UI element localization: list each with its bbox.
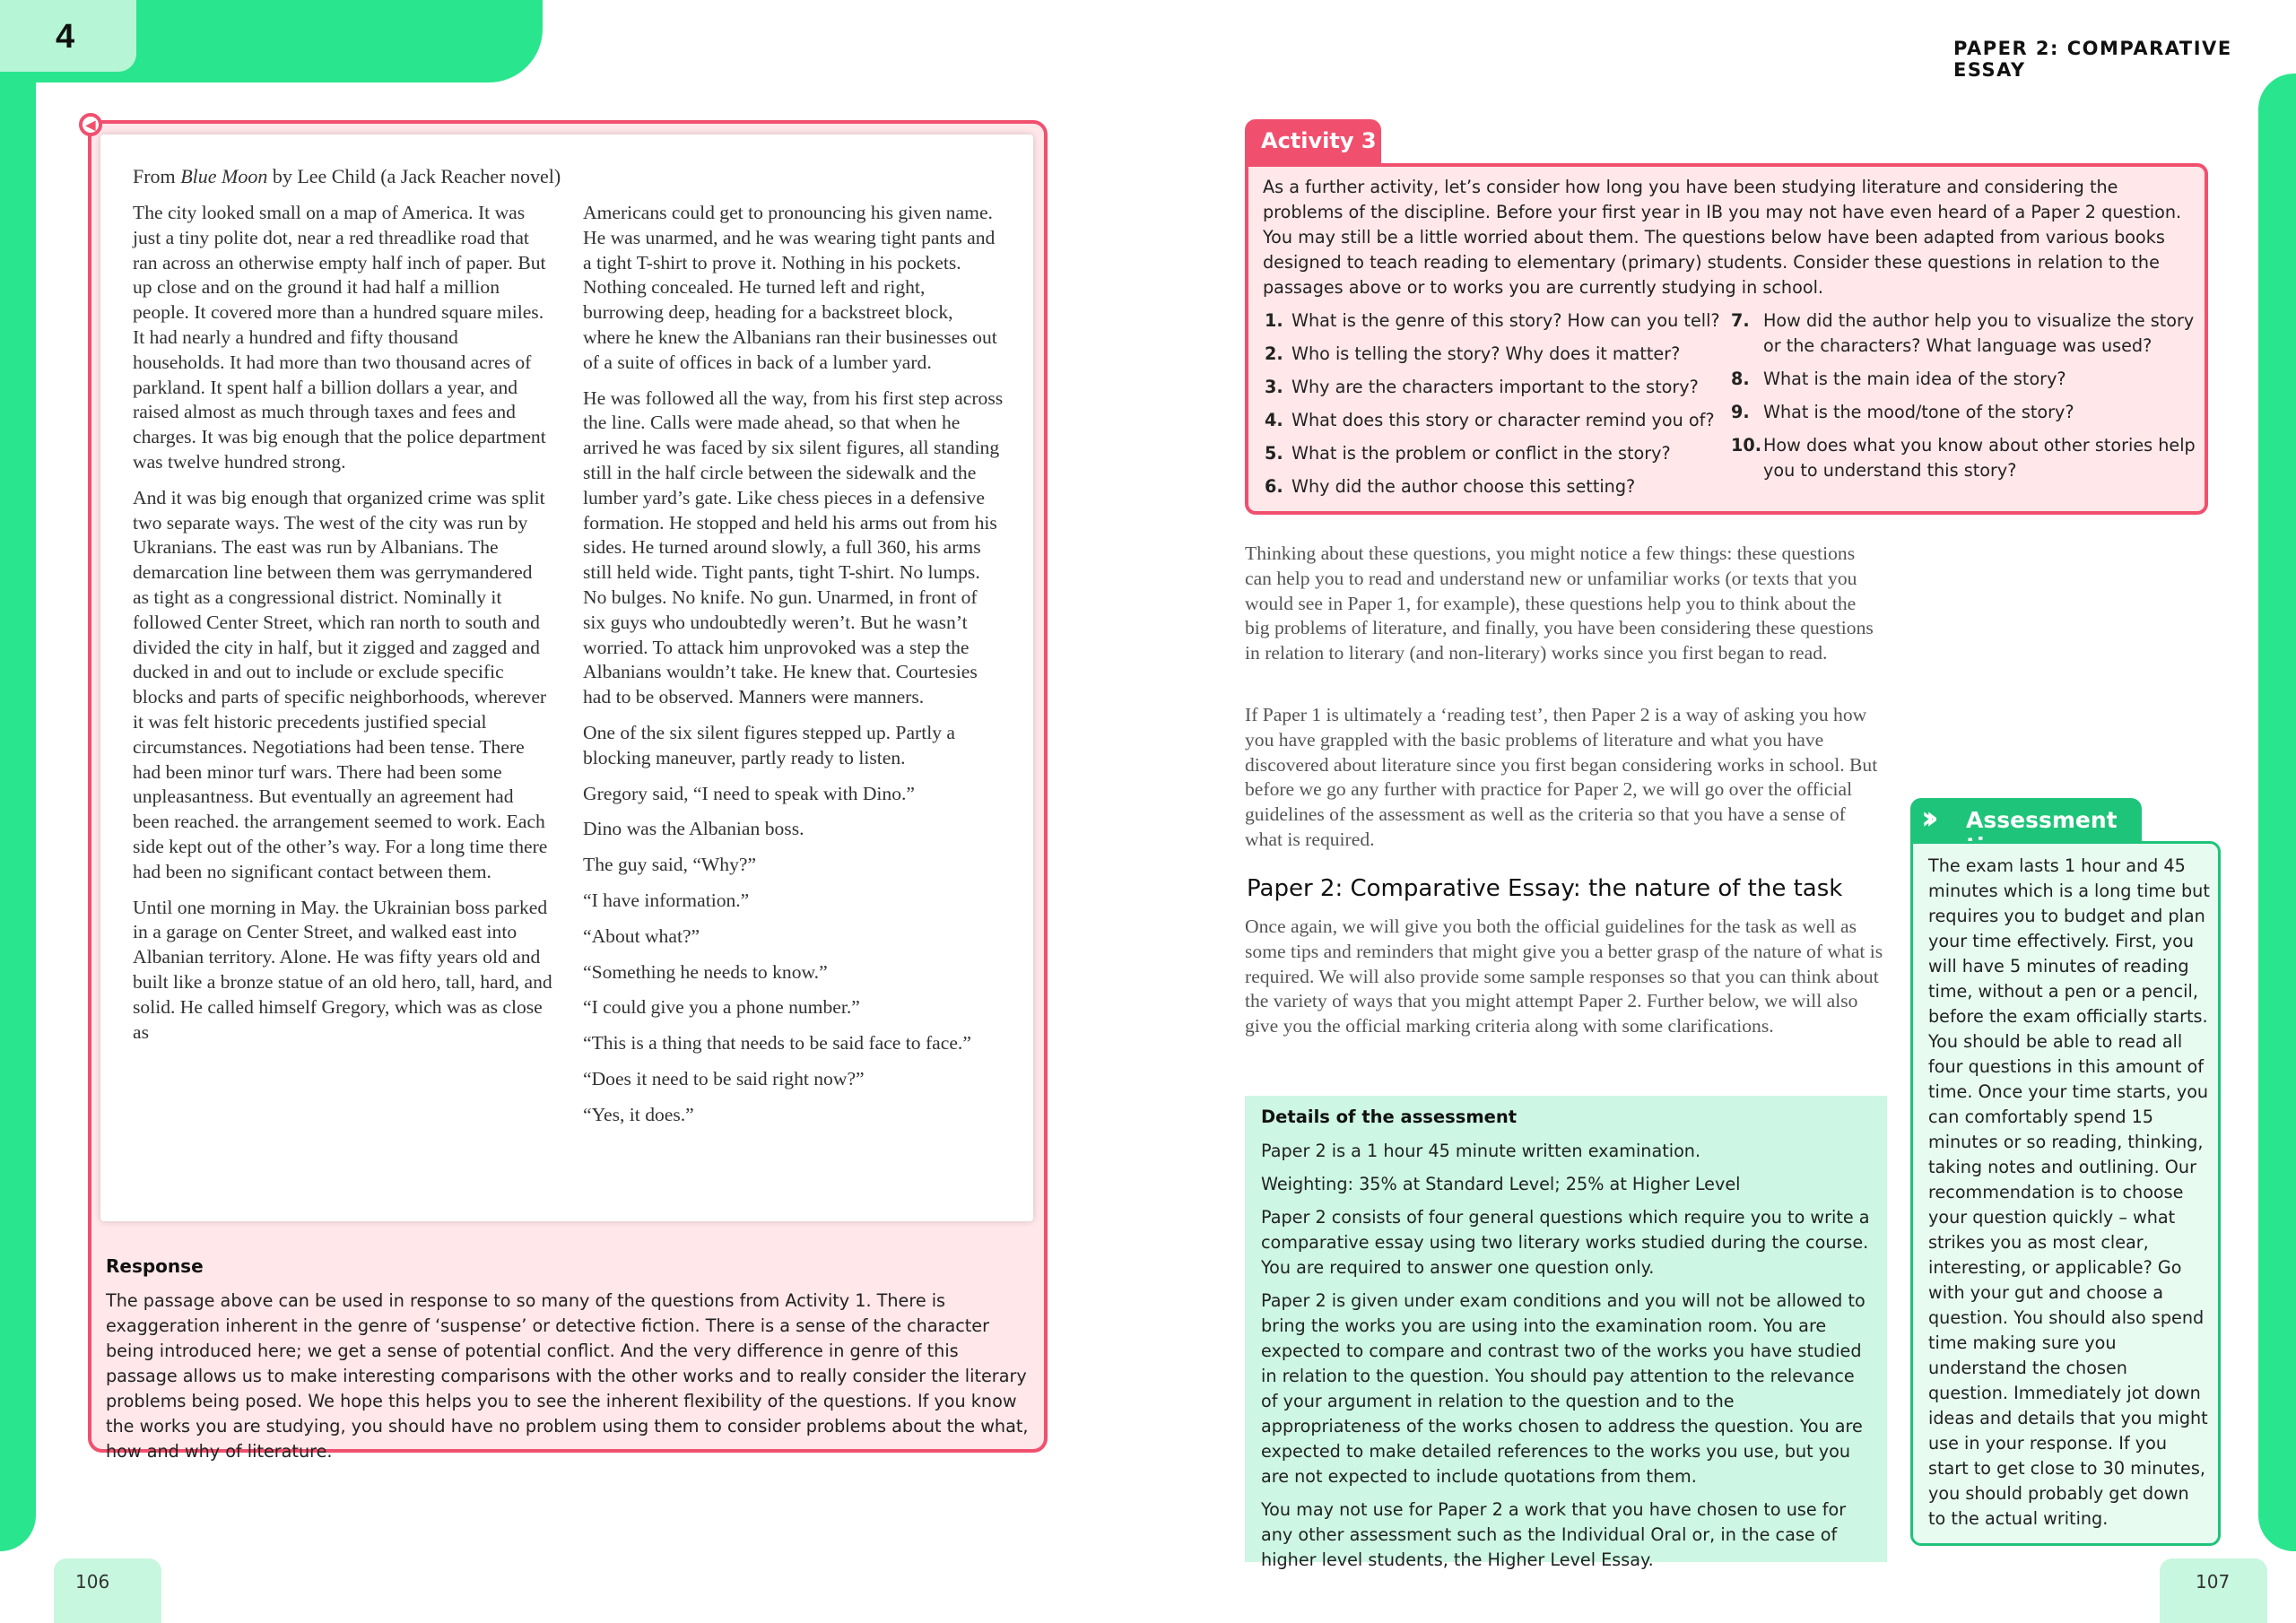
passage-paragraph: Americans could get to pronouncing his given name. He was unarmed, and he was wearing tight pants and a tight T-shirt to prove it. Nothing in his pockets. Nothing concealed. He turned left and right, burrowing deep, heading for a backstreet block, where he knew the Albanians ran their businesses out of a suite of offices in back of a lumber yard. (583, 202, 997, 373)
assessment-tip-tab (1910, 798, 2142, 843)
details-item: Weighting: 35% at Standard Level; 25% at Higher Level (1261, 1174, 1741, 1194)
passage-paragraph: “Does it need to be said right now?” (583, 1067, 865, 1089)
passage-paragraph: Dino was the Albanian boss. (583, 818, 804, 840)
assessment-tip-text: The exam lasts 1 hour and 45 minutes which is a long time but requires you to budget and plan your time effectively. First, you will have 5 minutes of reading time, without a pen or a pencil, before the exam officially starts. You should be able to read all four questions in this amount of time. Once your time starts, you can comfortably spend 15 minutes or so reading, thinking, taking notes and outlining. Our recommendation is to choose your question quickly – what strikes you as most clear, interesting, or applicable? Go with your gut and choose a question. You should also spend time making sure you understand the chosen question. Immediately jot down ideas and details that you might use in your response. If you start to get close to 30 minutes, you should probably get down to the actual writing. (1928, 855, 2210, 1529)
question-item (1265, 308, 1722, 334)
question-text: How does what you know about other stories help you to understand this story? (1763, 435, 2196, 481)
page-number-left (54, 1558, 161, 1623)
question-number: 10. (1731, 435, 1761, 456)
question-number: 6. (1265, 476, 1283, 497)
question-number: 4. (1265, 410, 1283, 430)
page-number-right (2160, 1558, 2267, 1623)
passage-paragraph: “Yes, it does.” (583, 1103, 694, 1125)
question-text: How did the author help you to visualize the story or the characters? What language was used? (1763, 310, 2195, 356)
passage-column-1 (133, 201, 552, 1055)
details-item: Paper 2 is given under exam conditions and you will not be allowed to bring the works you are using into the examination room. You are expected to compare and contrast two of the works you have studied in relation to the question. You should pay attention to the relevance of your argument in relation to the question and to the appropriateness of the works chosen to address the question. You are expected to make detailed references to the works you use, but you are not expected to include quotations from them. (1261, 1290, 1866, 1487)
passage-paragraph: The guy said, “Why?” (583, 854, 757, 876)
details-item: You may not use for Paper 2 a work that you have chosen to use for any other assessment such as the Individual Oral or, in the case of higher level students, the Higher Level Essay. (1261, 1499, 1847, 1570)
passage-paragraph: Until one morning in May. the Ukrainian boss parked in a garage on Center Street, and walked east into Albanian territory. Alone. He was fifty years old and built like a bronze statue of an old hero, tall, hard, and solid. He called himself Gregory, which was as close as (133, 896, 552, 1043)
question-item (1731, 367, 2197, 392)
page-number-text: 106 (75, 1571, 110, 1593)
question-number: 9. (1731, 402, 1750, 422)
question-text: Why did the author choose this setting? (1292, 476, 1636, 497)
source-title: Blue Moon (180, 165, 268, 187)
body-paragraph: Once again, we will give you both the official guidelines for the task as well as some tips and reminders that might give you a better grasp of the nature of what is required. We will also provide some sample responses so that you can think about the variety of ways that you might attempt Paper 2. Further below, we will also give you the official marking criteria along with some clarifications. (1245, 916, 1883, 1037)
question-list-right (1731, 308, 2197, 491)
passage-paragraph: Gregory said, “I need to speak with Dino.” (583, 782, 915, 804)
assessment-tip-label: Assessment (1966, 807, 2118, 833)
activity-label: Activity 3 (1261, 128, 1377, 153)
question-item (1265, 441, 1722, 466)
question-item (1731, 400, 2197, 425)
source-suffix: by Lee Child (a Jack Reacher novel) (267, 165, 561, 187)
chapter-number: 4 (56, 18, 75, 56)
arrow-left-icon: ◀ (79, 113, 102, 136)
details-heading: Details of the assessment (1261, 1107, 1518, 1127)
passage-paragraph: The city looked small on a map of America. It was just a tiny polite dot, near a red threadlike road that ran across an otherwise empty half inch of paper. But up close and on the ground it had half a million people. It covered more than a hundred square miles. It had nearly a hundred and fifty thousand households. It had more than two thousand acres of parkland. It spent half a billion dollars a year, and raised almost as much through taxes and fees and charges. It was big enough that the police department was twelve hundred strong. (133, 202, 546, 473)
question-item (1731, 308, 2197, 359)
passage-paragraph: “This is a thing that needs to be said face to face.” (583, 1032, 971, 1055)
question-item (1731, 433, 2197, 483)
source-prefix: From (133, 165, 181, 187)
passage-column-2 (583, 201, 1004, 1139)
passage-paragraph: “Something he needs to know.” (583, 960, 828, 983)
left-margin-band (0, 0, 36, 1551)
question-item (1265, 474, 1722, 499)
details-item: Paper 2 consists of four general questions which require you to write a comparative essay using two literary works studied during the course. You are required to answer one question only. (1261, 1207, 1870, 1278)
body-paragraph: If Paper 1 is ultimately a ‘reading test’, then Paper 2 is a way of asking you how you have grappled with the basic problems of literature and what you have discovered about literature since you first began considering works in school. But before we go any further with practice for Paper 2, we will go over the official guidelines of the assessment as well as the criteria so that you have a sense of what is required. (1245, 704, 1878, 850)
running-head: PAPER 2: COMPARATIVE ESSAY (1953, 38, 2232, 81)
details-body (1261, 1139, 1871, 1581)
passage-paragraph: “About what?” (583, 924, 700, 947)
question-item (1265, 342, 1722, 367)
question-list-left (1265, 308, 1722, 508)
question-item (1265, 408, 1722, 433)
question-text: What is the problem or conflict in the story? (1292, 443, 1671, 464)
question-item (1265, 375, 1722, 400)
passage-paragraph: One of the six silent figures stepped up. Partly a blocking maneuver, partly ready to listen. (583, 721, 955, 768)
activity-tab (1245, 119, 1381, 166)
activity-intro: As a further activity, let’s consider how long you have been studying literature and considering the problems of the discipline. Before your first year in IB you may not have even heard of a Paper 2 question. You may still be a little worried about them. The questions below have been adapted from various books designed to teach reading to elementary (primary) students. Consider these questions in relation to the passages above or to works you are currently studying in school. (1263, 177, 2182, 298)
question-number: 2. (1265, 343, 1283, 364)
question-number: 5. (1265, 443, 1283, 464)
body-paragraph: Thinking about these questions, you might notice a few things: these questions can help you to read and understand new or unfamiliar works (or texts that you would see in Paper 1, for example), these questions help you to think about the big problems of literature, and finally, you have been considering these questions in relation to literary (and non-literary) works since you first began to read. (1245, 542, 1874, 664)
response-text: The passage above can be used in response to so many of the questions from Activity 1. There is exaggeration inherent in the genre of ‘suspense’ or detective fiction. There is a sense of the character being introduced here; we get a sense of potential conflict. And the very difference in genre of this passage allows us to make interesting comparisons with the other works and to really consider the literary problems being posed. We hope this helps you to see the inherent flexibility of the questions. If you know the works you are studying, you should have no problem using them to consider problems about the what, how and why of literature. (106, 1290, 1029, 1462)
question-text: What is the mood/tone of the story? (1763, 402, 2074, 422)
question-number: 3. (1265, 377, 1283, 397)
double-chevron-icon: ›› (1921, 800, 1930, 837)
right-margin-band (2258, 74, 2296, 1551)
question-text: What is the genre of this story? How can you tell? (1292, 310, 1720, 331)
passage-paragraph: And it was big enough that organized crime was split two separate ways. The west of the city was run by Ukranians. The east was run by Albanians. The demarcation line between them was gerrymandered as tight as a congressional district. Nominally it followed Center Street, which ran north to south and divided the city in half, but it zigged and zagged and ducked in and out to include or exclude specific blocks and parts of specific neighborhoods, wherever it was felt historic precedents justified special circumstances. Negotiations had been tense. There had been minor turf wars. There had been some unpleasantness. But eventually an agreement had been reached. the arrangement seemed to work. Each side kept out of the other’s way. For a long time there had been no significant contact between them. (133, 486, 548, 882)
passage-paragraph: “I have information.” (583, 889, 750, 911)
page-number-text: 107 (2196, 1571, 2231, 1593)
question-number: 7. (1731, 310, 1750, 331)
question-text: Who is telling the story? Why does it matter? (1292, 343, 1681, 364)
question-number: 1. (1265, 310, 1283, 331)
details-item: Paper 2 is a 1 hour 45 minute written examination. (1261, 1141, 1701, 1161)
question-number: 8. (1731, 369, 1750, 389)
passage-paragraph: “I could give you a phone number.” (583, 996, 860, 1019)
source-line (133, 165, 561, 188)
question-text: What is the main idea of the story? (1763, 369, 2066, 389)
question-text: What does this story or character remind you of? (1292, 410, 1715, 430)
section-heading: Paper 2: Comparative Essay: the nature of the task (1247, 875, 1843, 902)
question-text: Why are the characters important to the story? (1292, 377, 1699, 397)
passage-paragraph: He was followed all the way, from his first step across the line. Calls were made ahead, so that when he arrived he was faced by six silent figures, all standing still in the half circle between the sidewalk and the lumber yard’s gate. Like chess pieces in a defensive formation. He stopped and held his arms out from his sides. He turned around slowly, a full 360, his arms still held wide. Tight pants, tight T-shirt. No lumps. No bulges. No knife. No gun. Unarmed, in front of six guys who undoubtedly weren’t. But he wasn’t worried. To attack him unprovoked was a step the Albanians wouldn’t take. He knew that. Courtesies had to be observed. Manners were manners. (583, 386, 1004, 708)
response-heading: Response (106, 1255, 204, 1277)
